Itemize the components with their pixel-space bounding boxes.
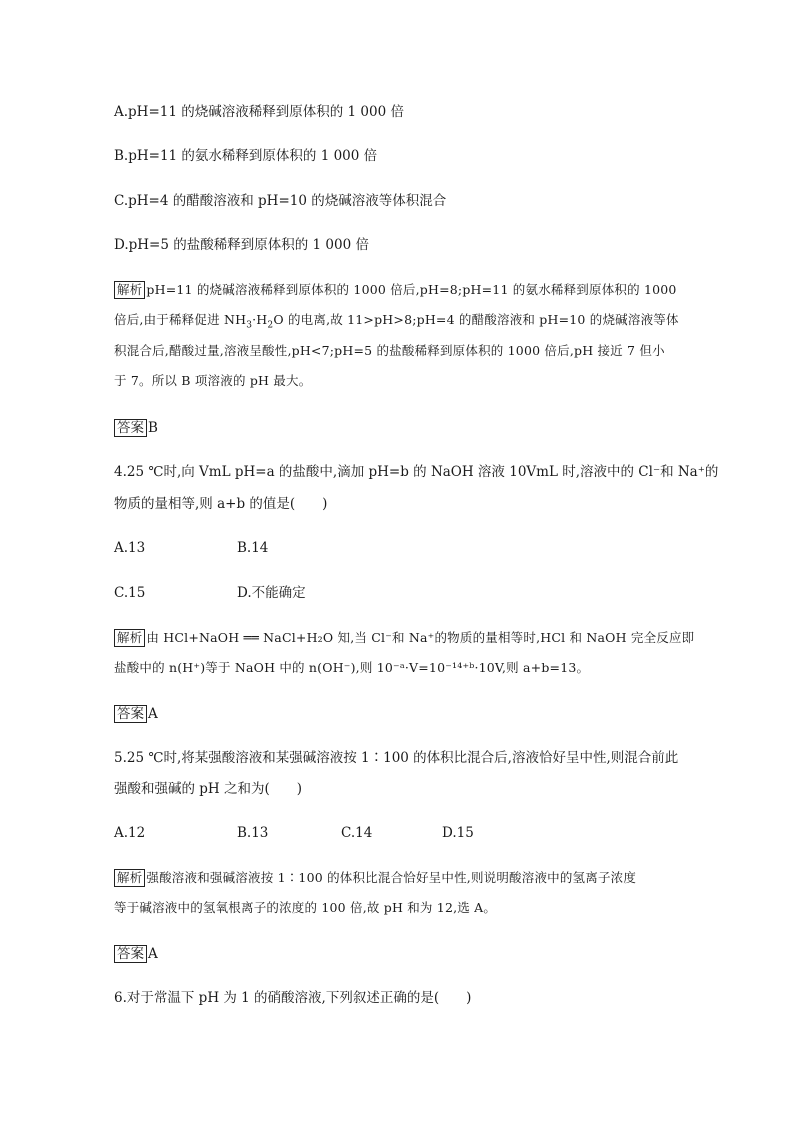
q4-stem-line-1: 4.25 ℃时,向 VmL pH=a 的盐酸中,滴加 pH=b 的 NaOH 溶液 10VmL 时,溶液中的 Cl⁻和 Na⁺的 — [114, 464, 719, 480]
q4-explanation-line-1 — [114, 628, 694, 648]
subscript: 3 — [246, 320, 253, 331]
q5-option-d: D.15 — [442, 825, 474, 841]
prev-explanation-line-1 — [114, 280, 677, 300]
explanation-label: 解析 — [114, 629, 145, 647]
q4-option-c: C.15 — [114, 585, 146, 601]
prev-option-c: C.pH=4 的醋酸溶液和 pH=10 的烧碱溶液等体积混合 — [114, 193, 447, 209]
q4-option-b: B.14 — [237, 540, 269, 556]
explanation-text: pH=11 的烧碱溶液稀释到原体积的 1000 倍后,pH=8;pH=11 的氨水稀释到原体积的 1000 — [146, 282, 677, 297]
q5-answer — [114, 944, 158, 964]
q4-explanation-line-2: 盐酸中的 n(H⁺)等于 NaOH 中的 n(OH⁻),则 10⁻ᵃ·V=10⁻¹⁴⁺ᵇ·10V,则 a+b=13。 — [114, 660, 590, 675]
q4-answer — [114, 704, 158, 724]
prev-explanation-line-2 — [114, 310, 679, 336]
explanation-text: 强酸溶液和强碱溶液按 1∶100 的体积比混合恰好呈中性,则说明酸溶液中的氢离子浓度 — [146, 870, 637, 885]
q5-options-row — [114, 823, 474, 843]
q5-explanation-line-2: 等于碱溶液中的氢氧根离子的浓度的 100 倍,故 pH 和为 12,选 A。 — [114, 900, 497, 915]
q5-stem-line-1: 5.25 ℃时,将某强酸溶液和某强碱溶液按 1∶100 的体积比混合后,溶液恰好呈中性,则混合前此 — [114, 750, 679, 766]
explanation-text: O 的电离,故 11>pH>8;pH=4 的醋酸溶液和 pH=10 的烧碱溶液等体 — [273, 312, 679, 327]
q5-option-a: A.12 — [114, 825, 146, 841]
prev-option-b: B.pH=11 的氨水稀释到原体积的 1 000 倍 — [114, 148, 378, 164]
q5-option-b: B.13 — [237, 825, 269, 841]
q4-option-a: A.13 — [114, 540, 146, 556]
q5-stem-line-2: 强酸和强碱的 pH 之和为( ) — [114, 781, 303, 797]
prev-answer — [114, 418, 158, 438]
subscript: 2 — [267, 320, 274, 331]
prev-option-a: A.pH=11 的烧碱溶液稀释到原体积的 1 000 倍 — [114, 104, 404, 120]
q4-option-d: D.不能确定 — [237, 585, 306, 601]
prev-explanation-line-3: 积混合后,醋酸过量,溶液呈酸性,pH<7;pH=5 的盐酸稀释到原体积的 1000 倍后,pH 接近 7 但小 — [114, 343, 665, 358]
prev-explanation-line-4: 于 7。所以 B 项溶液的 pH 最大。 — [114, 373, 312, 388]
q4-options-row-1 — [114, 538, 268, 558]
q4-options-row-2 — [114, 583, 306, 603]
answer-label: 答案 — [114, 705, 147, 723]
explanation-label: 解析 — [114, 281, 145, 299]
q5-option-c: C.14 — [341, 825, 373, 841]
explanation-text: 倍后,由于稀释促进 NH — [114, 312, 247, 327]
answer-label: 答案 — [114, 945, 147, 963]
answer-value: B — [148, 420, 158, 436]
q5-explanation-line-1 — [114, 868, 636, 888]
prev-option-d: D.pH=5 的盐酸稀释到原体积的 1 000 倍 — [114, 237, 369, 253]
answer-value: A — [148, 946, 158, 962]
explanation-text: 由 HCl+NaOH ══ NaCl+H₂O 知,当 Cl⁻和 Na⁺的物质的量相等时,HCl 和 NaOH 完全反应即 — [146, 630, 695, 645]
explanation-text: ·H — [252, 312, 268, 327]
q6-stem-line-1: 6.对于常温下 pH 为 1 的硝酸溶液,下列叙述正确的是( ) — [114, 990, 472, 1006]
answer-value: A — [148, 706, 158, 722]
explanation-label: 解析 — [114, 869, 145, 887]
q4-stem-line-2: 物质的量相等,则 a+b 的值是( ) — [114, 496, 328, 512]
answer-label: 答案 — [114, 419, 147, 437]
